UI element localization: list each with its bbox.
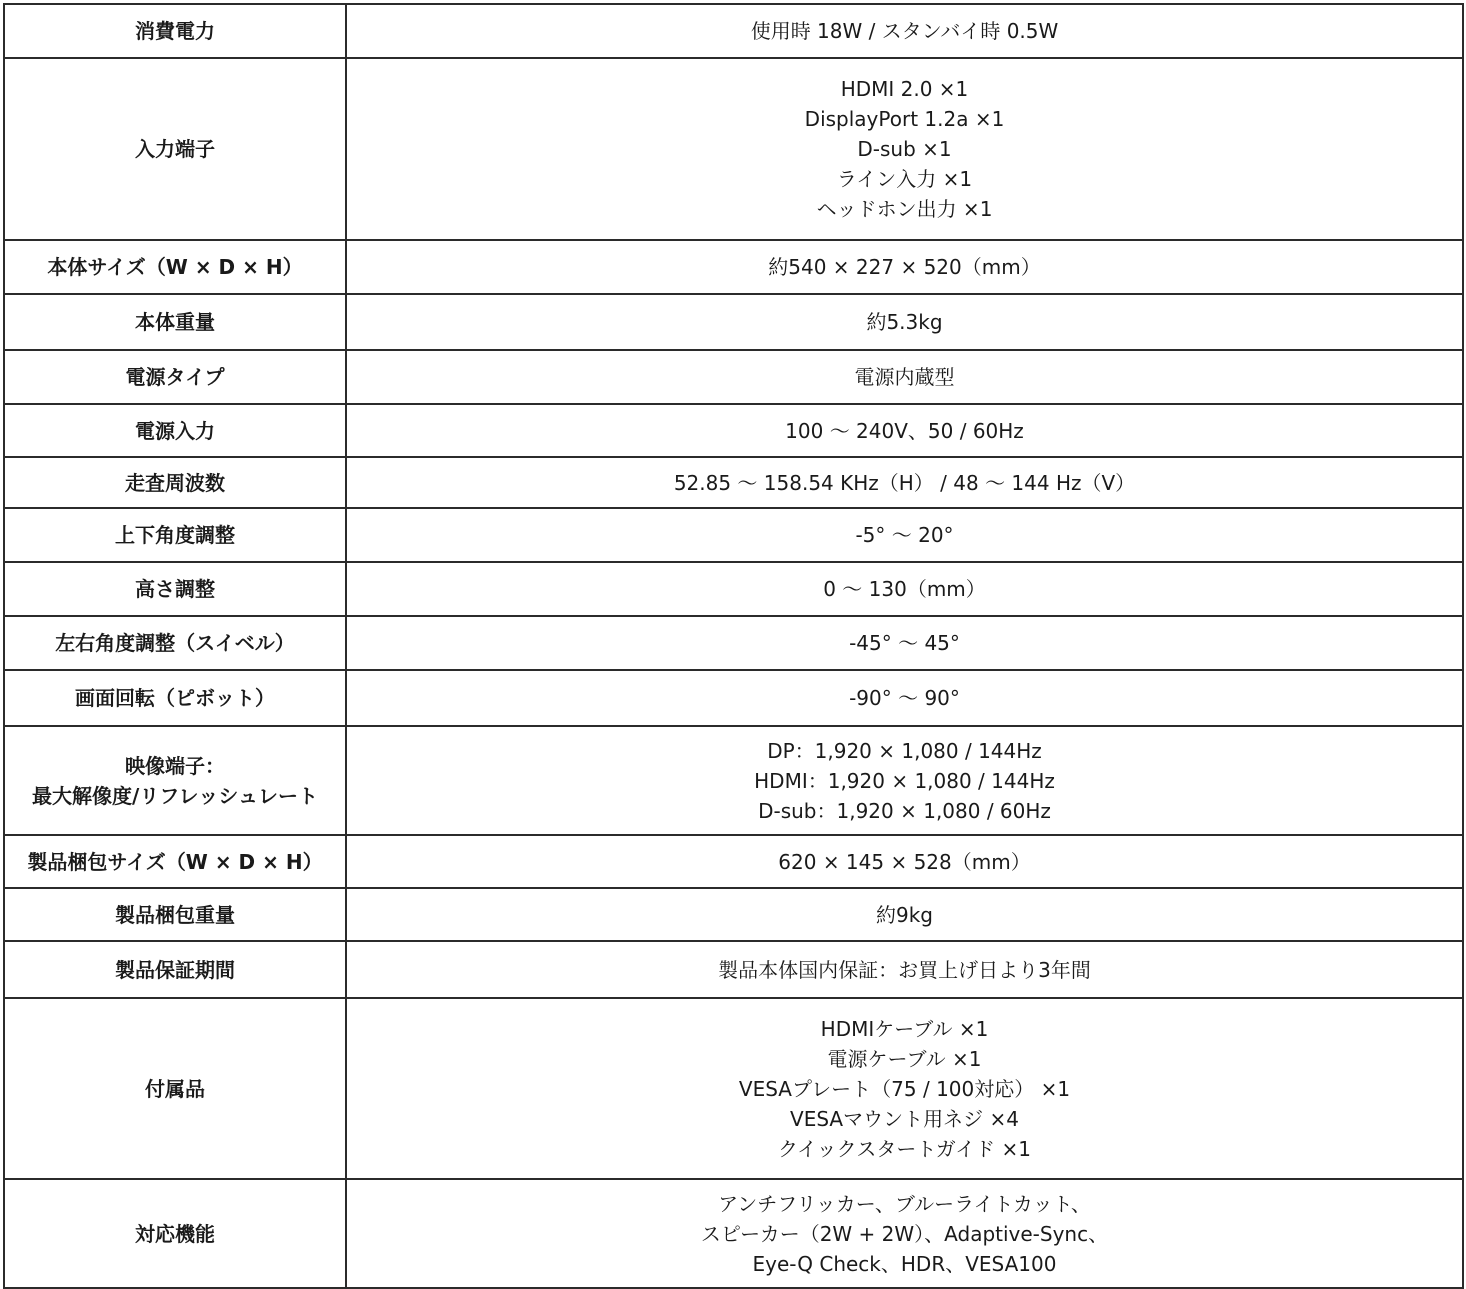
spec-label: 本体重量 <box>135 310 215 334</box>
spec-label-cell <box>4 58 346 240</box>
spec-value-cell <box>346 404 1463 457</box>
spec-value: 620 × 145 × 528（mm） <box>778 849 1031 874</box>
spec-row <box>4 941 1463 998</box>
spec-value: 使用時 18W / スタンバイ時 0.5W <box>750 19 1059 43</box>
spec-label-cell <box>4 835 346 888</box>
spec-label-cell <box>4 4 346 58</box>
spec-value-cell <box>346 835 1463 888</box>
spec-table <box>3 3 1464 1289</box>
spec-value: DisplayPort 1.2a ×1 <box>804 107 1005 131</box>
spec-value: -5° ～ 20° <box>855 523 954 547</box>
spec-value: Eye-Q Check、HDR、VESA100 <box>752 1251 1057 1276</box>
spec-value: DP：1,920 × 1,080 / 144Hz <box>767 738 1042 763</box>
spec-row <box>4 4 1463 58</box>
spec-label-cell <box>4 1179 346 1288</box>
spec-value-cell <box>346 294 1463 350</box>
spec-value: -90° ～ 90° <box>849 686 960 710</box>
spec-value-cell <box>346 998 1463 1179</box>
spec-value: ヘッドホン出力 ×1 <box>816 197 993 221</box>
spec-value: -45° ～ 45° <box>849 631 960 655</box>
spec-label: 高さ調整 <box>135 577 215 601</box>
spec-value: D-sub ×1 <box>857 137 952 161</box>
spec-label-cell <box>4 562 346 616</box>
spec-label: 本体サイズ（W × D × H） <box>47 255 303 279</box>
spec-row <box>4 835 1463 888</box>
spec-label-cell <box>4 616 346 670</box>
spec-row <box>4 562 1463 616</box>
spec-label: 走査周波数 <box>125 470 225 495</box>
spec-value-cell <box>346 457 1463 508</box>
spec-label: 画面回転（ピボット） <box>75 686 275 710</box>
spec-row <box>4 998 1463 1179</box>
spec-value-cell <box>346 941 1463 998</box>
spec-label-cell <box>4 941 346 998</box>
spec-value: 電源内蔵型 <box>854 365 955 389</box>
spec-value-cell <box>346 508 1463 562</box>
spec-value: D-sub：1,920 × 1,080 / 60Hz <box>758 798 1051 823</box>
spec-label-cell <box>4 508 346 562</box>
spec-label: 左右角度調整（スイベル） <box>55 631 295 655</box>
spec-row <box>4 404 1463 457</box>
spec-label: 製品梱包重量 <box>115 902 235 927</box>
spec-row <box>4 457 1463 508</box>
spec-value: VESAマウント用ネジ ×4 <box>790 1106 1019 1131</box>
spec-value: 製品本体国内保証：お買上げ日より3年間 <box>718 957 1091 982</box>
spec-label: 入力端子 <box>135 137 215 161</box>
spec-value-cell <box>346 562 1463 616</box>
spec-row <box>4 726 1463 835</box>
spec-label: 対応機能 <box>135 1221 215 1246</box>
spec-label: 電源入力 <box>135 418 215 443</box>
spec-value-cell <box>346 350 1463 404</box>
spec-value: スピーカー（2W + 2W）、Adaptive-Sync、 <box>700 1221 1109 1246</box>
spec-label-cell <box>4 670 346 726</box>
spec-label-cell <box>4 240 346 294</box>
spec-value: 100 ～ 240V、50 / 60Hz <box>785 418 1024 443</box>
spec-value: ライン入力 ×1 <box>836 167 973 191</box>
spec-value-cell <box>346 670 1463 726</box>
spec-row <box>4 240 1463 294</box>
spec-value: HDMI 2.0 ×1 <box>840 77 969 101</box>
spec-row <box>4 58 1463 240</box>
spec-row <box>4 508 1463 562</box>
spec-row <box>4 888 1463 941</box>
spec-value: 約540 × 227 × 520（mm） <box>768 255 1041 279</box>
spec-value: 0 ～ 130（mm） <box>823 577 986 601</box>
spec-row <box>4 1179 1463 1288</box>
spec-value: 約5.3kg <box>866 310 943 334</box>
spec-label-cell <box>4 294 346 350</box>
spec-value: クイックスタートガイド ×1 <box>777 1136 1032 1161</box>
spec-value: 約9kg <box>875 902 933 927</box>
spec-label: 製品保証期間 <box>115 957 235 982</box>
spec-label-cell <box>4 998 346 1179</box>
spec-value: HDMI：1,920 × 1,080 / 144Hz <box>754 768 1055 793</box>
spec-label: 付属品 <box>145 1076 205 1101</box>
spec-label-cell <box>4 888 346 941</box>
spec-label: 電源タイプ <box>125 365 225 389</box>
spec-label: 製品梱包サイズ（W × D × H） <box>27 849 323 874</box>
spec-label-cell <box>4 404 346 457</box>
spec-value-cell <box>346 1179 1463 1288</box>
spec-value-cell <box>346 58 1463 240</box>
spec-label: 映像端子： <box>125 753 225 778</box>
spec-label: 消費電力 <box>135 19 215 43</box>
spec-value: VESAプレート（75 / 100対応） ×1 <box>738 1076 1071 1101</box>
spec-value-cell <box>346 616 1463 670</box>
spec-table-body <box>4 4 1463 1288</box>
spec-value-cell <box>346 888 1463 941</box>
spec-row <box>4 350 1463 404</box>
spec-row <box>4 294 1463 350</box>
spec-value-cell <box>346 726 1463 835</box>
spec-label-cell <box>4 457 346 508</box>
spec-value: アンチフリッカー、ブルーライトカット、 <box>718 1191 1091 1216</box>
spec-label-cell <box>4 350 346 404</box>
spec-row <box>4 616 1463 670</box>
spec-label-cell <box>4 726 346 835</box>
spec-value-cell <box>346 240 1463 294</box>
spec-label: 最大解像度/リフレッシュレート <box>32 783 318 808</box>
spec-row <box>4 670 1463 726</box>
spec-value: 電源ケーブル ×1 <box>827 1046 982 1071</box>
spec-label: 上下角度調整 <box>115 523 235 547</box>
spec-value-cell <box>346 4 1463 58</box>
spec-value: HDMIケーブル ×1 <box>820 1016 989 1041</box>
spec-value: 52.85 ～ 158.54 KHz（H） / 48 ～ 144 Hz（V） <box>673 470 1136 495</box>
